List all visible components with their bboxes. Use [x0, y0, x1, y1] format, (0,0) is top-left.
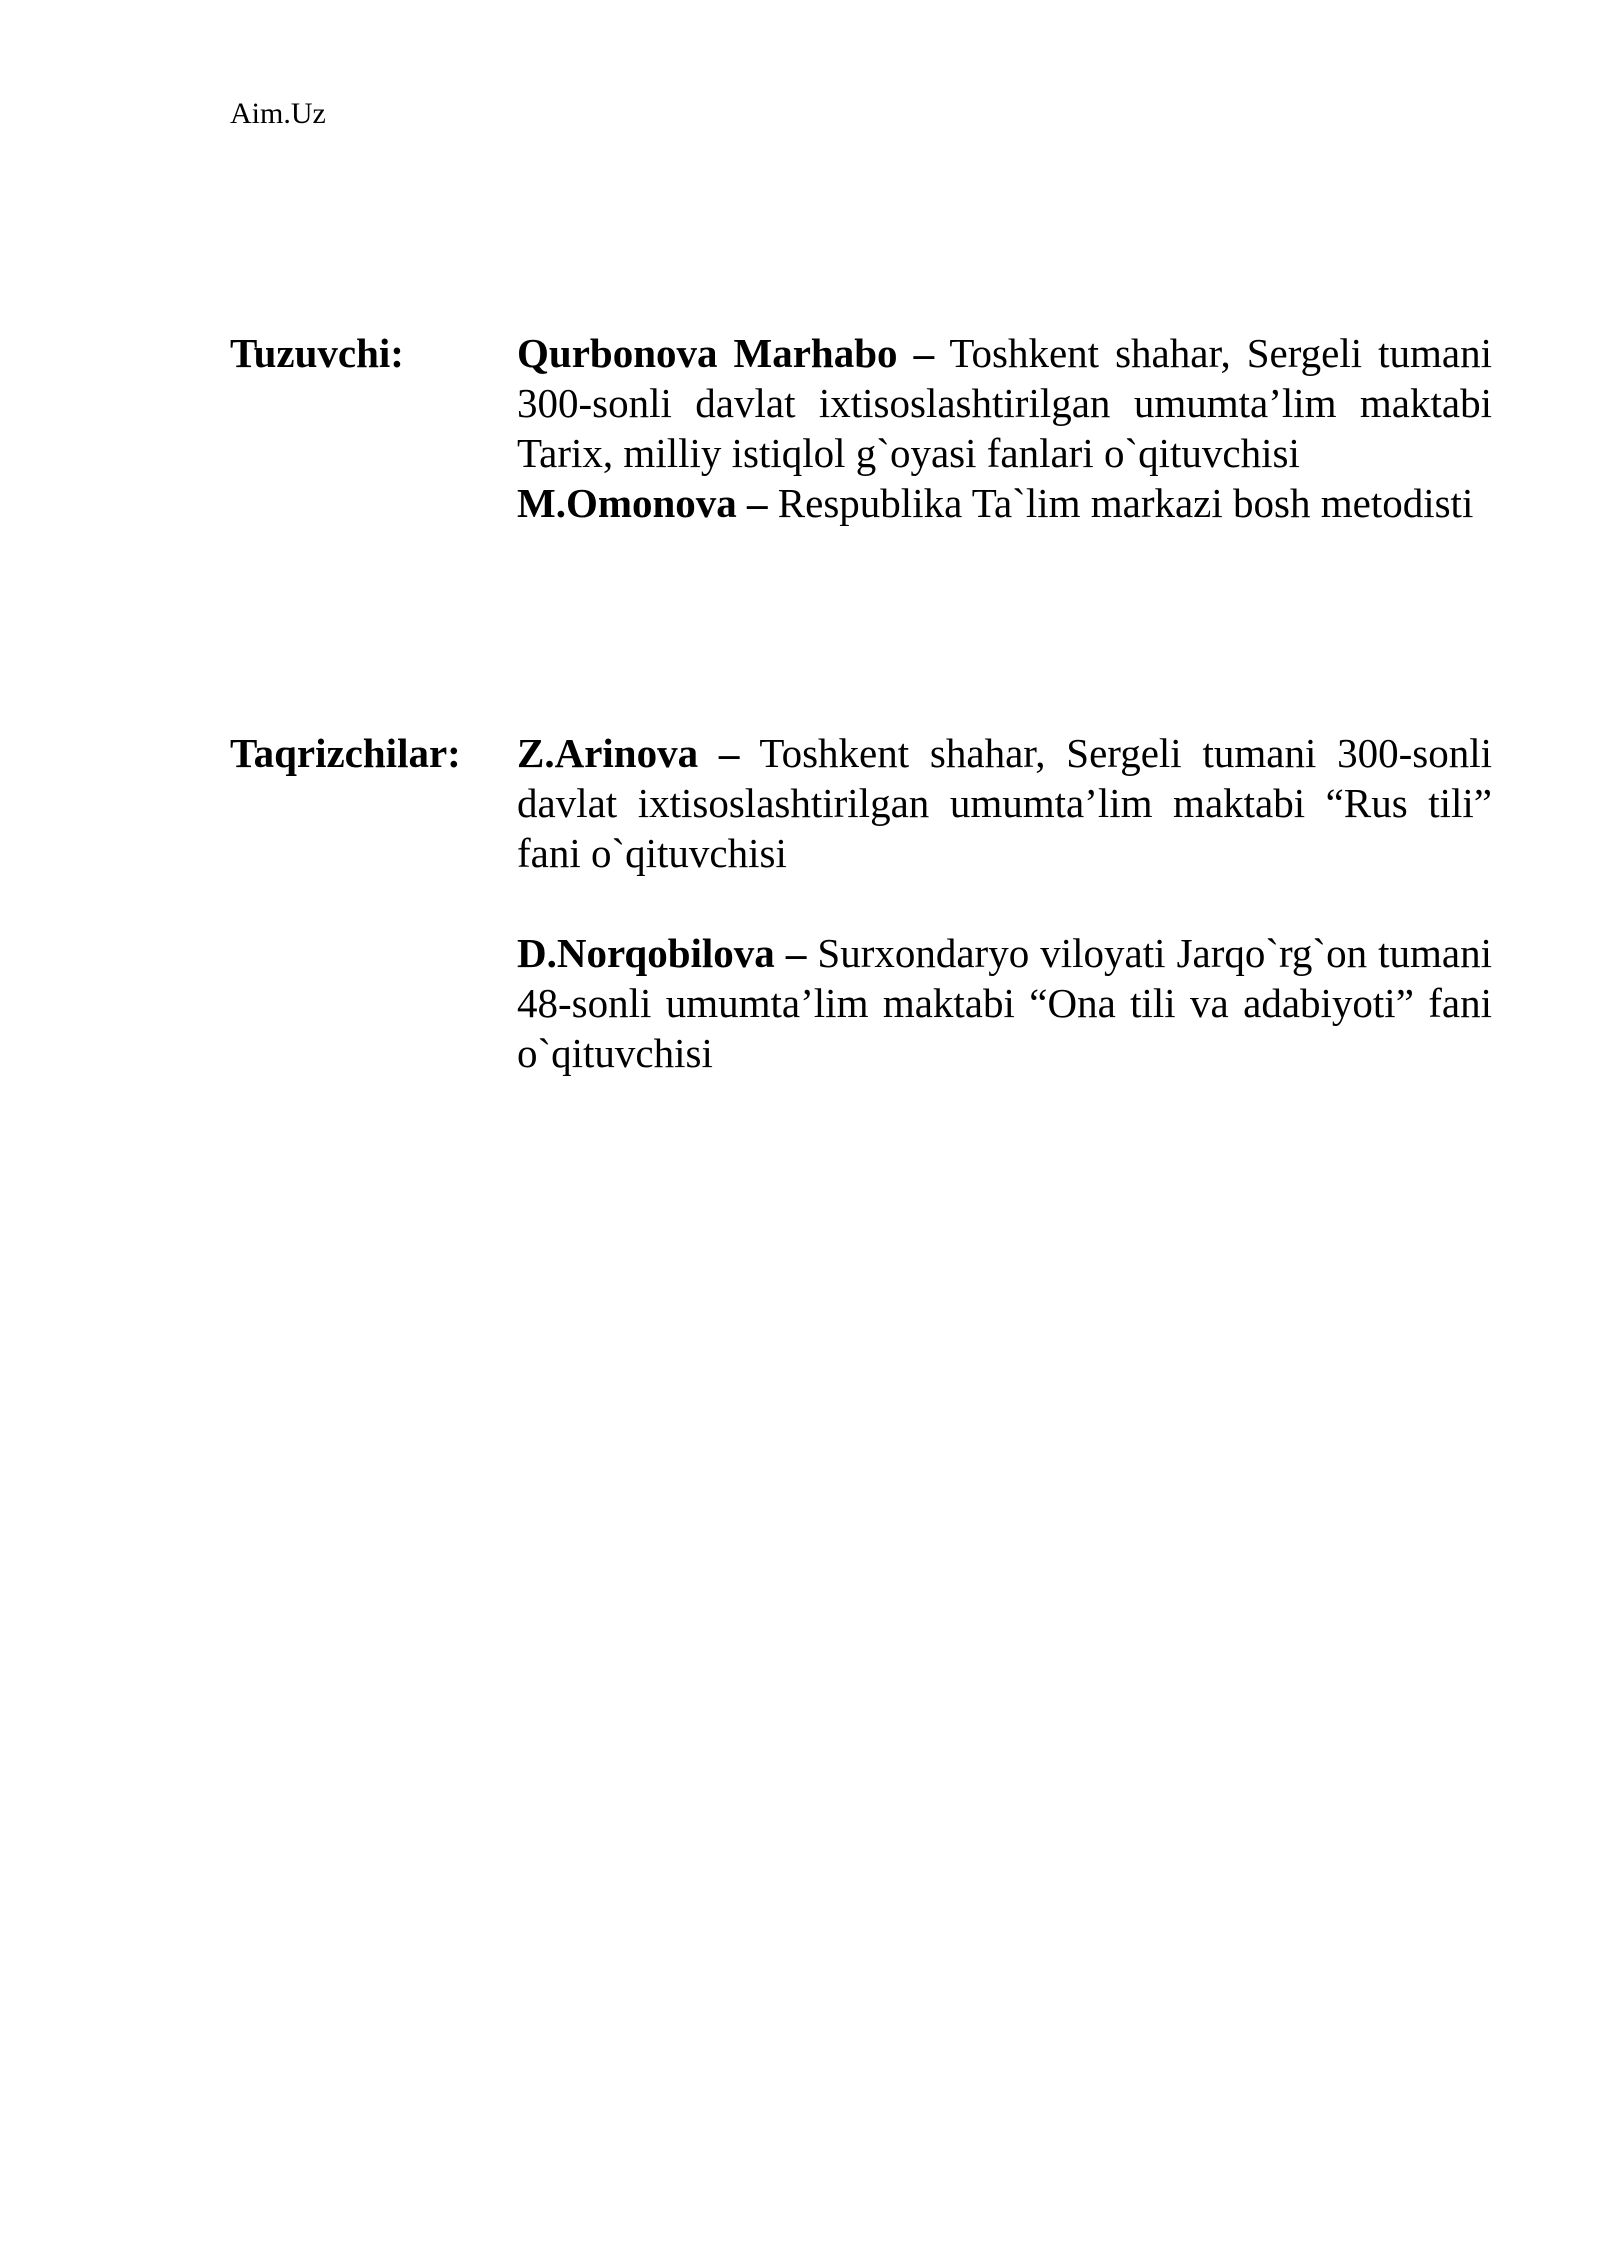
reviewer-description: Surxondaryo viloyati Jarqo`rg`on tumani 48-sonli umumta’lim maktabi “Ona tili va adabiyoti” fani o`qituvchisi — [517, 930, 1493, 1076]
author-description: Respublika Ta`lim markazi bosh metodisti — [777, 480, 1474, 526]
reviewer-description: Toshkent shahar, Sergeli tumani 300-sonli davlat ixtisoslashtirilgan umumta’lim maktabi “Rus tili” fani o`qituvchisi — [517, 730, 1492, 876]
author-name: M.Omonova — [517, 480, 737, 526]
author-name: Qurbonova Marhabo — [517, 330, 898, 376]
reviewers-list — [517, 728, 1492, 1078]
authors-list — [517, 328, 1492, 528]
author-entry — [517, 328, 1492, 478]
author-description: Toshkent shahar, Sergeli tumani 300-sonli davlat ixtisoslashtirilgan umumta’lim maktabi Tarix, milliy istiqlol g`oyasi fanlari o`qituvchisi — [517, 330, 1493, 476]
reviewer-name: Z.Arinova — [517, 730, 699, 776]
author-entry — [517, 478, 1492, 528]
reviewers-label: Taqrizchilar: — [230, 730, 461, 776]
entry-dash: – — [718, 730, 740, 776]
entry-dash: – — [747, 480, 768, 526]
reviewer-entry — [517, 928, 1492, 1078]
entry-dash: – — [785, 930, 807, 976]
site-mark: Aim.Uz — [230, 97, 326, 130]
authors-label: Tuzuvchi: — [230, 330, 404, 376]
reviewer-entry — [517, 728, 1492, 878]
reviewer-name: D.Norqobilova — [517, 930, 775, 976]
entry-dash: – — [913, 330, 935, 376]
